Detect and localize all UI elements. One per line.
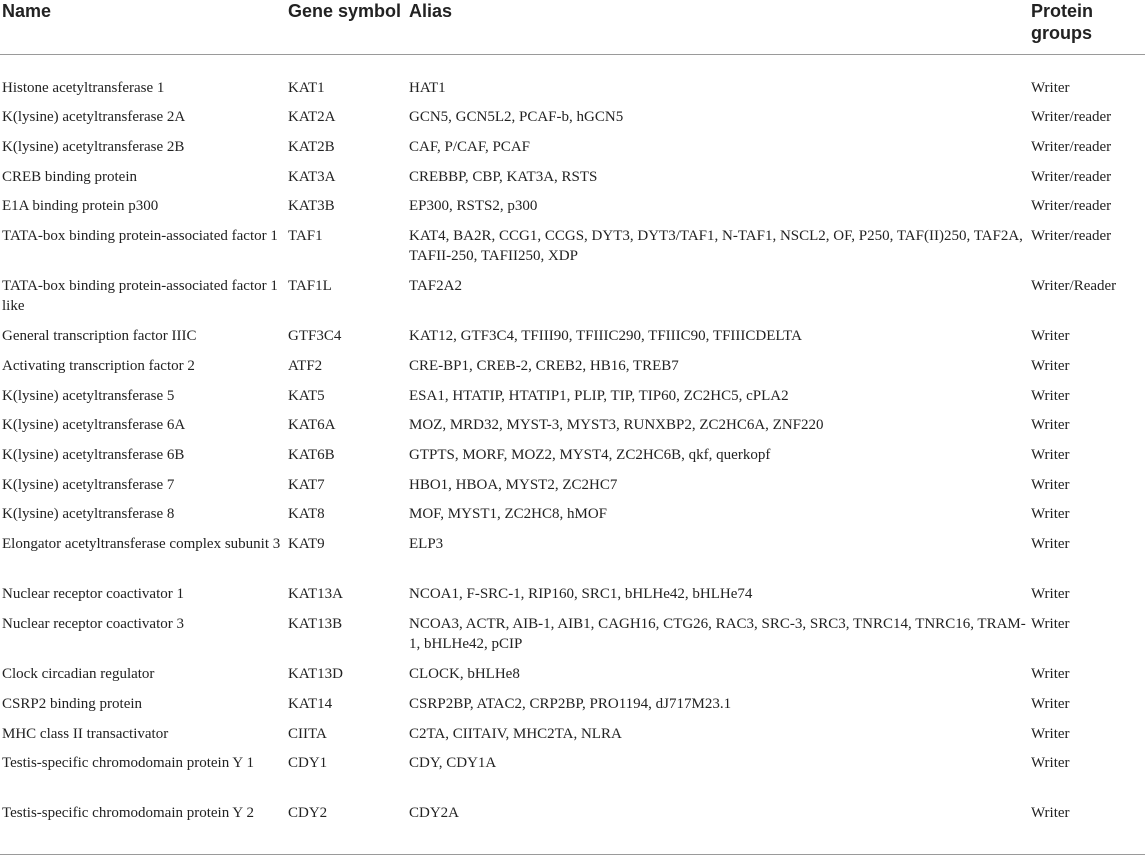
cell-protein-group: Writer	[1031, 387, 1070, 404]
cell-gene-symbol: KAT5	[288, 387, 325, 404]
cell-gene-symbol: KAT3B	[288, 198, 335, 215]
cell-protein-group: Writer	[1031, 725, 1070, 742]
header-row	[0, 0, 1145, 54]
header-alias: Alias	[409, 0, 1031, 54]
table-row	[0, 137, 1145, 167]
cell-name: K(lysine) acetyltransferase 7	[2, 476, 175, 493]
cell-alias: EP300, RSTS2, p300	[409, 198, 538, 215]
header-spacer	[0, 54, 1145, 78]
cell-name: Histone acetyltransferase 1	[2, 79, 165, 96]
cell-name: K(lysine) acetyltransferase 8	[2, 506, 175, 523]
cell-alias: KAT4, BA2R, CCG1, CCGS, DYT3, DYT3/TAF1, N-TAF1, NSCL2, OF, P250, TAF(II)250, TAF2A, TAFII-250, TAFII250, XDP	[409, 227, 1023, 264]
cell-gene-symbol: KAT6B	[288, 447, 335, 464]
cell-protein-group: Writer/reader	[1031, 227, 1112, 244]
cell-gene-symbol: KAT9	[288, 536, 325, 553]
table-row	[0, 724, 1145, 754]
table-row	[0, 196, 1145, 226]
cell-name: Activating transcription factor 2	[2, 358, 195, 374]
cell-protein-group: Writer	[1031, 803, 1145, 854]
cell-name: K(lysine) acetyltransferase 2A	[2, 109, 186, 126]
cell-protein-group: Writer	[1031, 666, 1070, 683]
cell-alias: CRE-BP1, CREB-2, CREB2, HB16, TREB7	[409, 358, 679, 374]
cell-name: TATA-box binding protein-associated factor 1 like	[2, 278, 278, 315]
cell-name: MHC class II transactivator	[2, 725, 169, 742]
table-row	[0, 445, 1145, 475]
cell-gene-symbol: KAT14	[288, 695, 333, 712]
cell-alias: NCOA3, ACTR, AIB-1, AIB1, CAGH16, CTG26, RAC3, SRC-3, SRC3, TNRC14, TNRC16, TRAM-1, bHLHe42, pCIP	[409, 616, 1026, 652]
cell-protein-group: Writer	[1031, 506, 1070, 523]
cell-protein-group: Writer	[1031, 328, 1070, 345]
table-row	[0, 534, 1145, 584]
cell-protein-group: Writer	[1031, 536, 1070, 553]
cell-gene-symbol: KAT6A	[288, 417, 336, 434]
cell-protein-group: Writer	[1031, 476, 1070, 493]
table-row	[0, 803, 1145, 854]
cell-alias: CSRP2BP, ATAC2, CRP2BP, PRO1194, dJ717M23.1	[409, 695, 732, 712]
cell-gene-symbol: KAT8	[288, 506, 325, 523]
table-row	[0, 78, 1145, 108]
cell-gene-symbol: KAT3A	[288, 168, 336, 185]
cell-alias: CDY, CDY1A	[409, 755, 497, 772]
cell-name: Nuclear receptor coactivator 3	[2, 616, 184, 632]
header-gene-symbol: Gene symbol	[288, 0, 409, 54]
cell-alias: MOZ, MRD32, MYST-3, MYST3, RUNXBP2, ZC2HC6A, ZNF220	[409, 417, 824, 434]
cell-gene-symbol: TAF1L	[288, 278, 332, 295]
cell-name: Clock circadian regulator	[2, 666, 155, 683]
cell-name: K(lysine) acetyltransferase 6A	[2, 417, 186, 434]
table-row	[0, 107, 1145, 137]
cell-gene-symbol: CDY2	[288, 803, 409, 854]
cell-alias: GCN5, GCN5L2, PCAF-b, hGCN5	[409, 109, 624, 126]
table-row	[0, 276, 1145, 326]
cell-gene-symbol: CIITA	[288, 725, 327, 742]
table-row	[0, 326, 1145, 356]
cell-name: TATA-box binding protein-associated factor 1	[2, 227, 278, 244]
cell-name: E1A binding protein p300	[2, 198, 159, 215]
table-row	[0, 167, 1145, 197]
cell-alias: ELP3	[409, 536, 444, 553]
cell-protein-group: Writer/reader	[1031, 109, 1112, 126]
cell-protein-group: Writer	[1031, 358, 1070, 374]
cell-protein-group: Writer	[1031, 616, 1070, 632]
table-row	[0, 415, 1145, 445]
cell-protein-group: Writer/Reader	[1031, 278, 1117, 295]
cell-alias: KAT12, GTF3C4, TFIII90, TFIIIC290, TFIIIC90, TFIIICDELTA	[409, 328, 802, 345]
header-protein-groups: Protein groups	[1031, 0, 1145, 54]
cell-protein-group: Writer	[1031, 417, 1070, 434]
header-name: Name	[0, 0, 288, 54]
table-row	[0, 356, 1145, 386]
table-row	[0, 504, 1145, 534]
cell-gene-symbol: KAT13B	[288, 616, 343, 632]
cell-alias: NCOA1, F-SRC-1, RIP160, SRC1, bHLHe42, bHLHe74	[409, 586, 753, 603]
cell-protein-group: Writer	[1031, 755, 1070, 772]
cell-protein-group: Writer	[1031, 447, 1070, 464]
cell-gene-symbol: TAF1	[288, 227, 323, 244]
table-row	[0, 664, 1145, 694]
cell-alias: ESA1, HTATIP, HTATIP1, PLIP, TIP, TIP60, ZC2HC5, cPLA2	[409, 387, 789, 404]
cell-alias: C2TA, CIITAIV, MHC2TA, NLRA	[409, 725, 622, 742]
table-row	[0, 614, 1145, 664]
cell-protein-group: Writer	[1031, 695, 1070, 712]
cell-gene-symbol: KAT13A	[288, 586, 343, 603]
cell-protein-group: Writer/reader	[1031, 168, 1112, 185]
cell-name: K(lysine) acetyltransferase 2B	[2, 138, 185, 155]
cell-protein-group: Writer	[1031, 586, 1070, 603]
cell-gene-symbol: KAT2B	[288, 138, 335, 155]
cell-alias: HBO1, HBOA, MYST2, ZC2HC7	[409, 476, 618, 493]
cell-name: K(lysine) acetyltransferase 6B	[2, 447, 185, 464]
cell-alias: HAT1	[409, 79, 446, 96]
cell-name: K(lysine) acetyltransferase 5	[2, 387, 175, 404]
cell-name: Nuclear receptor coactivator 1	[2, 586, 184, 603]
table-row	[0, 694, 1145, 724]
cell-alias: CLOCK, bHLHe8	[409, 666, 520, 683]
table-header	[0, 0, 1145, 54]
cell-gene-symbol: ATF2	[288, 358, 323, 374]
cell-name: General transcription factor IIIC	[2, 328, 197, 345]
cell-protein-group: Writer/reader	[1031, 198, 1112, 215]
cell-alias: CDY2A	[409, 803, 1031, 854]
table-row	[0, 475, 1145, 505]
cell-gene-symbol: KAT1	[288, 79, 325, 96]
table-row	[0, 226, 1145, 276]
table-row	[0, 584, 1145, 614]
cell-gene-symbol: CDY1	[288, 755, 328, 772]
cell-protein-group: Writer/reader	[1031, 138, 1112, 155]
cell-gene-symbol: KAT7	[288, 476, 325, 493]
table-body	[0, 54, 1145, 854]
cell-alias: GTPTS, MORF, MOZ2, MYST4, ZC2HC6B, qkf, querkopf	[409, 447, 771, 464]
cell-name: Testis-specific chromodomain protein Y 2	[0, 803, 288, 854]
table-row	[0, 753, 1145, 803]
cell-name: CREB binding protein	[2, 168, 137, 185]
cell-alias: CREBBP, CBP, KAT3A, RSTS	[409, 168, 598, 185]
table-row	[0, 386, 1145, 416]
cell-alias: CAF, P/CAF, PCAF	[409, 138, 530, 155]
cell-gene-symbol: GTF3C4	[288, 328, 342, 345]
cell-gene-symbol: KAT13D	[288, 666, 343, 683]
cell-alias: MOF, MYST1, ZC2HC8, hMOF	[409, 506, 608, 523]
cell-alias: TAF2A2	[409, 278, 462, 295]
cell-name: Elongator acetyltransferase complex subunit 3	[2, 536, 281, 553]
cell-name: Testis-specific chromodomain protein Y 1	[2, 755, 254, 772]
cell-protein-group: Writer	[1031, 79, 1070, 96]
cell-name: CSRP2 binding protein	[2, 695, 143, 712]
cell-gene-symbol: KAT2A	[288, 109, 336, 126]
